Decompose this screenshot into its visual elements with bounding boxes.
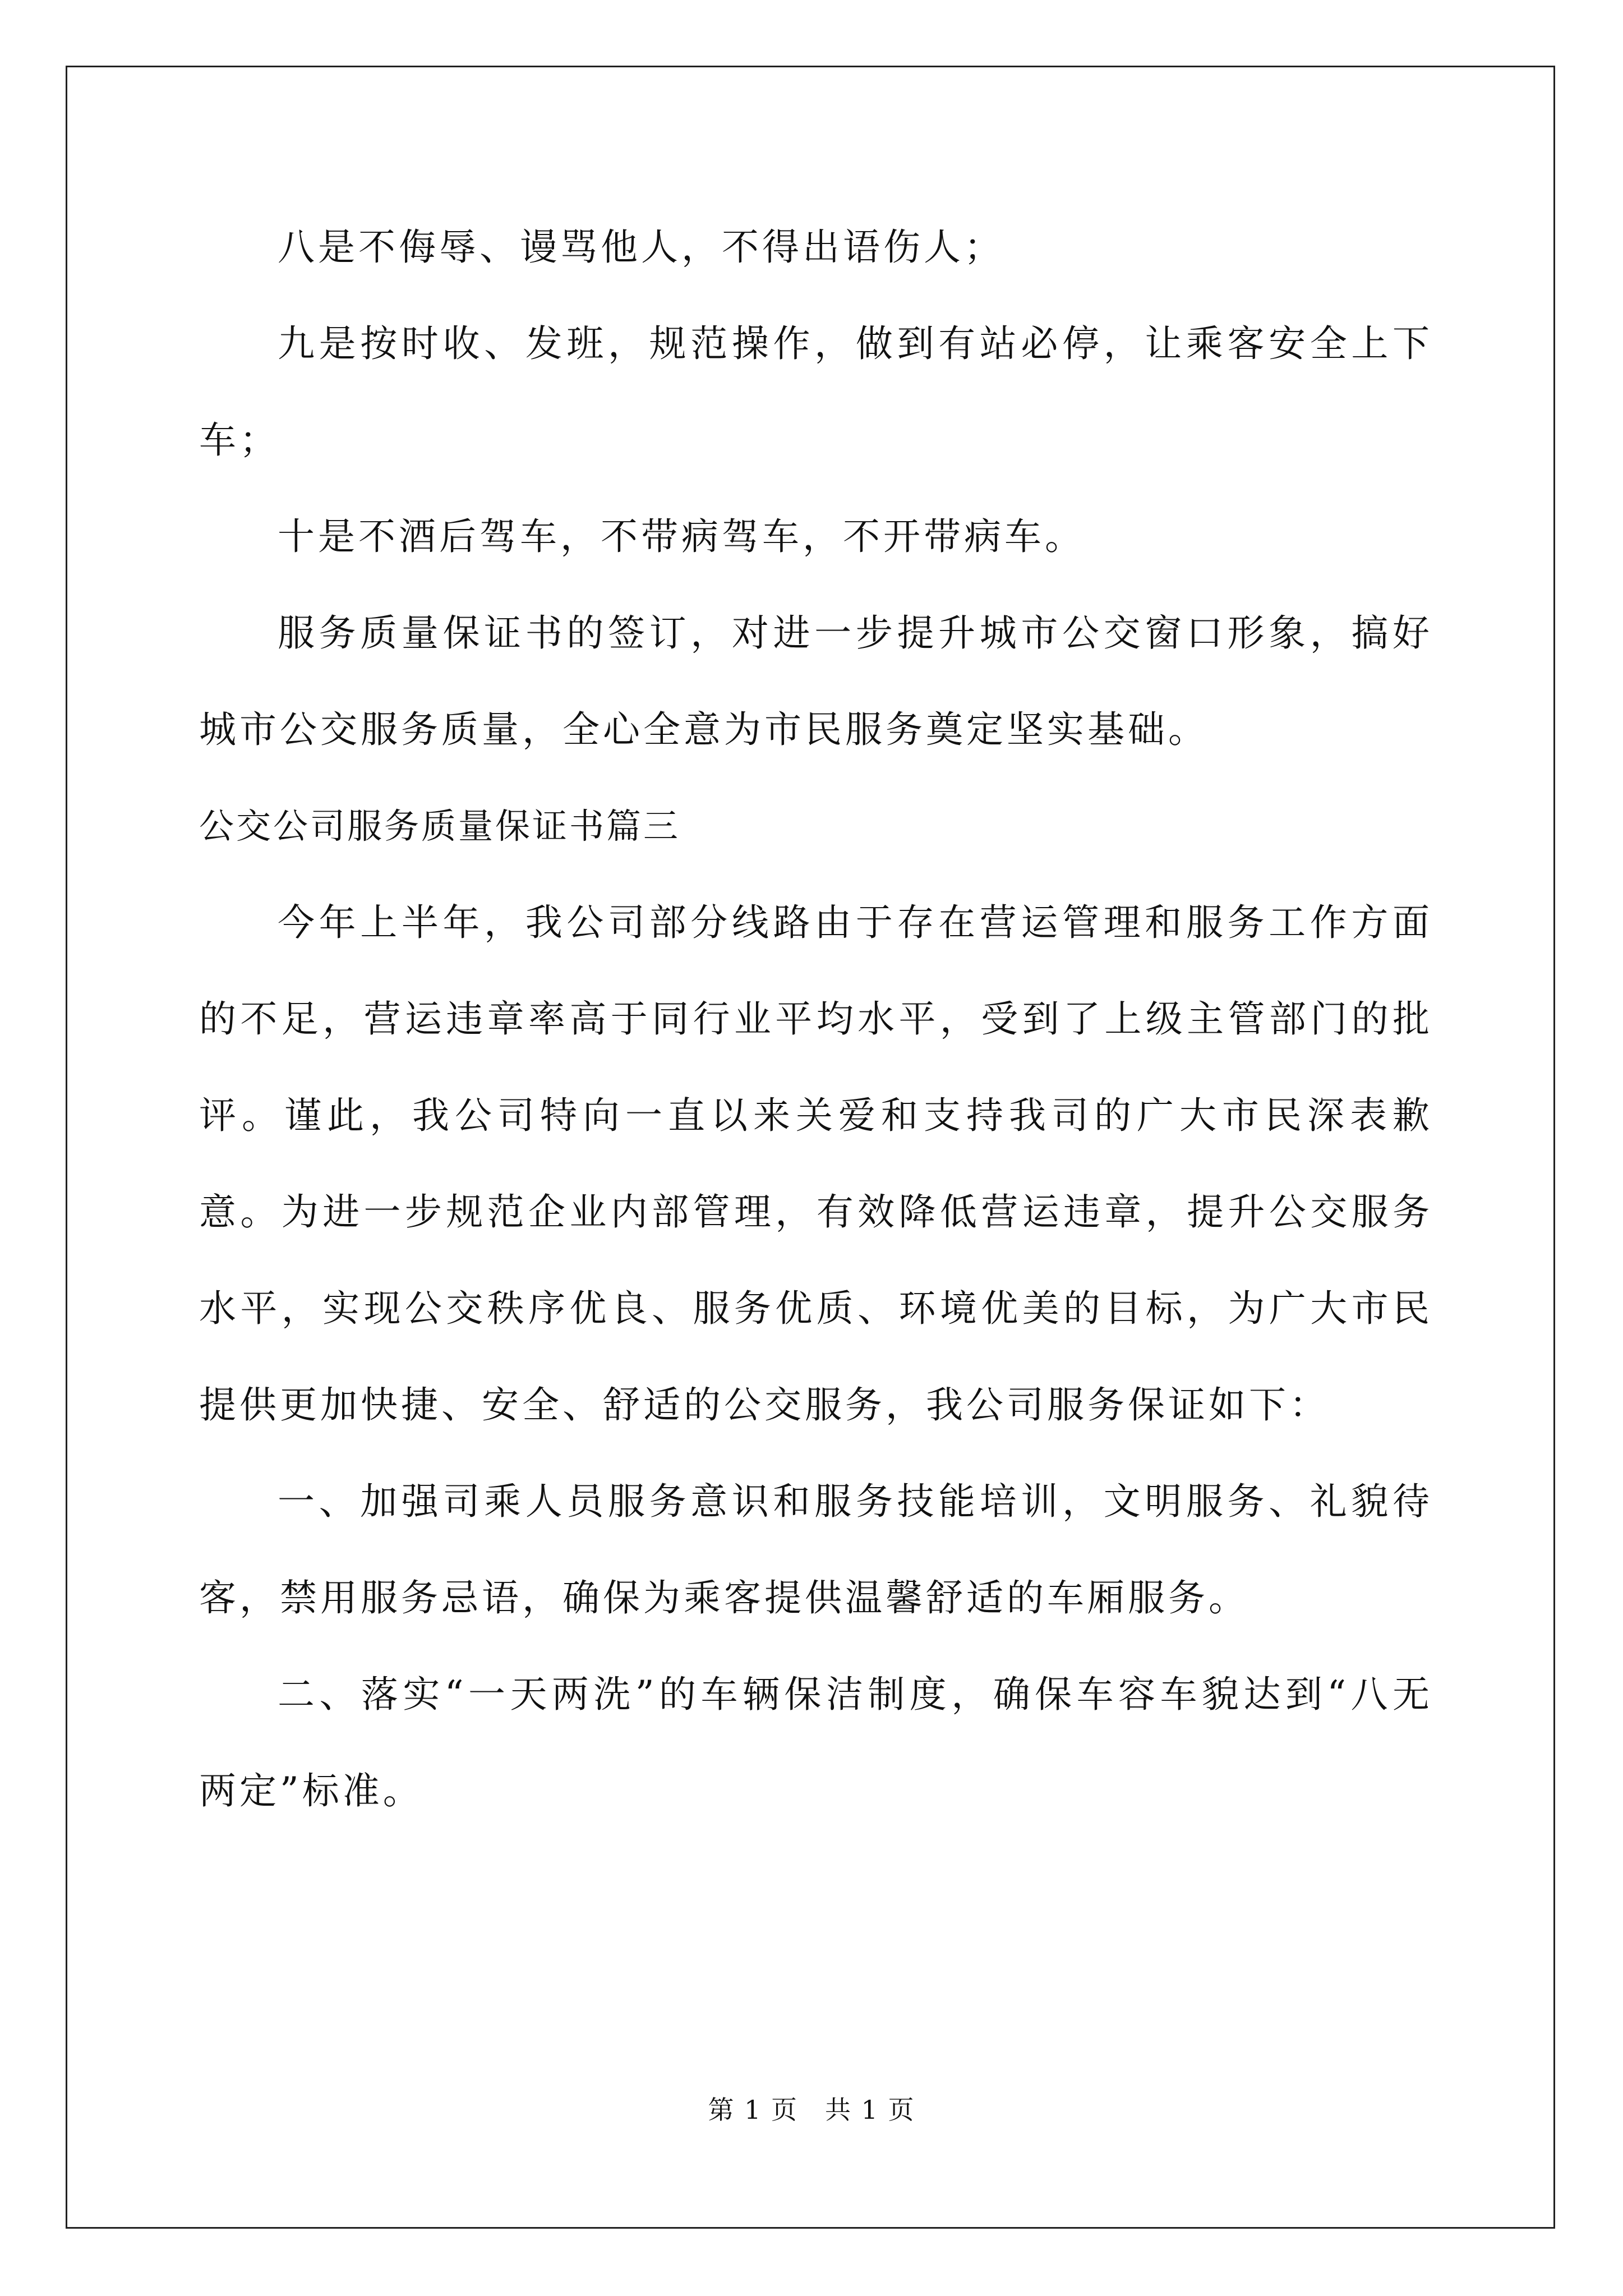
paragraph-item-two: 二、落实“一天两洗”的车辆保洁制度，确保车容车貌达到“八无两定”标准。 <box>199 1673 1433 1812</box>
paragraph-rule-eight: 八是不侮辱、谩骂他人，不得出语伤人； <box>278 226 1004 269</box>
section-heading: 公交公司服务质量保证书篇三 <box>199 806 681 846</box>
paragraph-rule-ten: 十是不酒后驾车，不带病驾车，不开带病车。 <box>278 515 1085 558</box>
paragraph-signing-summary: 服务质量保证书的签订，对进一步提升城市公交窗口形象，搞好城市公交服务质量，全心全意为市民服务奠定坚实基础。 <box>199 611 1433 751</box>
paragraph-item-one: 一、加强司乘人员服务意识和服务技能培训，文明服务、礼貌待客，禁用服务忌语，确保为乘客提供温馨舒适的车厢服务。 <box>199 1480 1433 1619</box>
paragraph-rule-nine: 九是按时收、发班，规范操作，做到有站必停，让乘客安全上下车； <box>199 322 1433 462</box>
paragraph-intro: 今年上半年，我公司部分线路由于存在营运管理和服务工作方面的不足，营运违章率高于同行业平均水平，受到了上级主管部门的批评。谨此，我公司特向一直以来关爱和支持我司的广大市民深表歉意。为进一步规范企业内部管理，有效降低营运违章，提升公交服务水平，实现公交秩序优良、服务优质、环境优美的目标，为广大市民提供更加快捷、安全、舒适的公交服务，我公司服务保证如下： <box>199 901 1433 1427</box>
page-number-footer: 第 1 页 共 1 页 <box>708 2095 915 2125</box>
document-body <box>199 199 1433 1839</box>
